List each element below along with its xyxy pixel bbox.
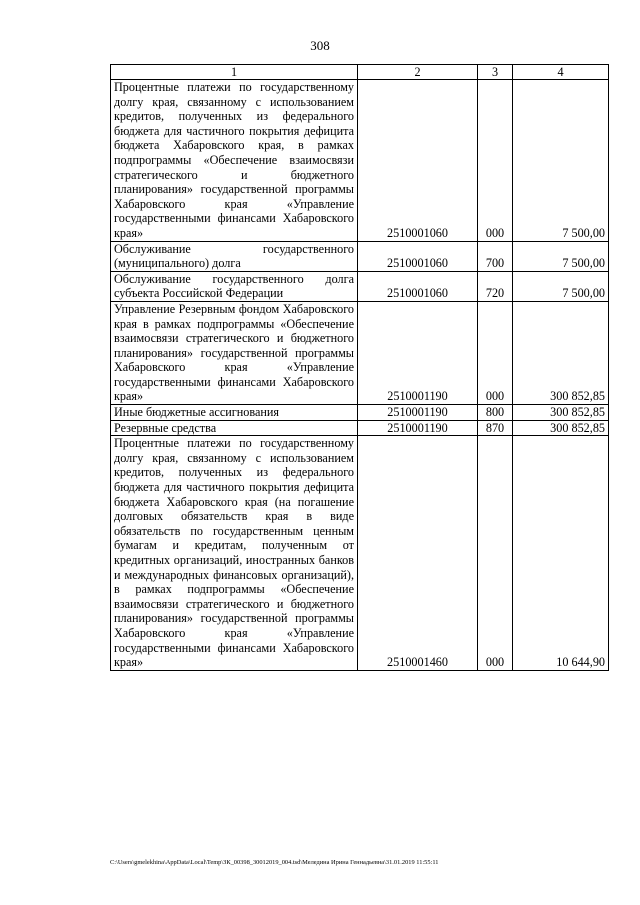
row-code: 2510001190	[358, 420, 478, 436]
row-type: 000	[478, 80, 513, 242]
row-name: Обслуживание государственного (муниципального) долга	[111, 241, 358, 271]
budget-table	[110, 64, 609, 671]
table-row	[111, 405, 609, 421]
row-amount: 7 500,00	[513, 80, 609, 242]
table-row	[111, 436, 609, 671]
header-col-1: 1	[111, 65, 358, 80]
table-row	[111, 420, 609, 436]
header-col-4: 4	[513, 65, 609, 80]
row-type: 000	[478, 436, 513, 671]
table-row	[111, 241, 609, 271]
table-row	[111, 80, 609, 242]
table-row	[111, 271, 609, 301]
row-type: 000	[478, 301, 513, 404]
header-col-2: 2	[358, 65, 478, 80]
row-amount: 7 500,00	[513, 271, 609, 301]
header-col-3: 3	[478, 65, 513, 80]
row-name: Управление Резервным фондом Хабаровского края в рамках подпрограммы «Обеспечение взаимосвязи стратегического и бюджетного планирования» государственной программы Хабаровского края «Управление государственными финансами Хабаровского края»	[111, 301, 358, 404]
table-row	[111, 301, 609, 404]
row-type: 870	[478, 420, 513, 436]
row-name: Процентные платежи по государственному долгу края, связанному с использованием кредитов, полученных из федерального бюджета для частичного покрытия дефицита бюджета Хабаровского края, в рамках подпрограммы «Обеспечение взаимосвязи стратегического и бюджетного планирования» государственной программы Хабаровского края «Управление государственными финансами Хабаровского края»	[111, 80, 358, 242]
page-number: 308	[310, 38, 330, 53]
row-type: 700	[478, 241, 513, 271]
row-name: Процентные платежи по государственному долгу края, связанному с использованием кредитов, полученных из федерального бюджета для частичного покрытия дефицита бюджета Хабаровского края (на погашение долговых обязательств края в виде обязательств по государственным ценным бумагам и кредитам, полученным от кредитных организаций, иностранных банков и международных финансовых организаций), в рамках подпрограммы «Обеспечение взаимосвязи стратегического и бюджетного планирования» государственной программы Хабаровского края «Управление государственными финансами Хабаровского края»	[111, 436, 358, 671]
row-code: 2510001060	[358, 80, 478, 242]
footer-file-path: C:\Users\gmelekhina\AppData\Local\Temp\ЗК_00398_30012019_004.tsd\Меледина Ирина Геннадьевна\31.01.2019 11:55:11	[110, 859, 439, 866]
row-name: Обслуживание государственного долга субъекта Российской Федерации	[111, 271, 358, 301]
table-header-row	[111, 65, 609, 80]
row-amount: 10 644,90	[513, 436, 609, 671]
row-name: Резервные средства	[111, 420, 358, 436]
row-code: 2510001190	[358, 405, 478, 421]
row-code: 2510001060	[358, 241, 478, 271]
row-type: 800	[478, 405, 513, 421]
row-code: 2510001460	[358, 436, 478, 671]
row-code: 2510001190	[358, 301, 478, 404]
row-amount: 300 852,85	[513, 420, 609, 436]
row-code: 2510001060	[358, 271, 478, 301]
row-type: 720	[478, 271, 513, 301]
row-amount: 7 500,00	[513, 241, 609, 271]
row-amount: 300 852,85	[513, 301, 609, 404]
row-name: Иные бюджетные ассигнования	[111, 405, 358, 421]
row-amount: 300 852,85	[513, 405, 609, 421]
